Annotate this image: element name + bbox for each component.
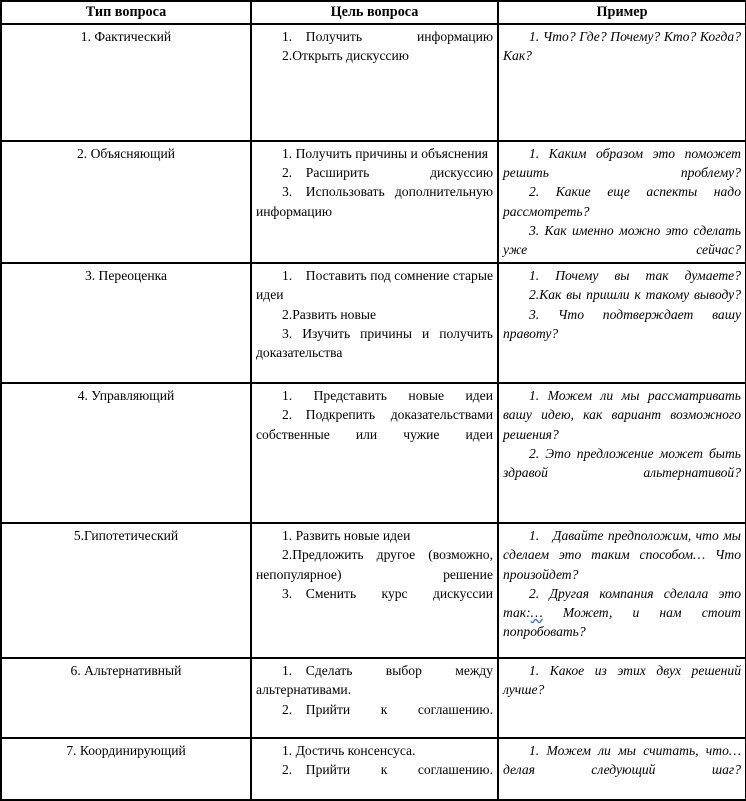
goal-line: 1. Развить новые идеи: [282, 528, 411, 544]
example-line: 1. Почему вы так думаете?: [529, 268, 741, 284]
example-line: 3. Что подтверждает вашу правоту?: [503, 306, 741, 341]
goal-line: 2. Прийти к соглашению.: [282, 701, 493, 717]
spellcheck-underlined-text: …: [530, 605, 543, 621]
example-text-post: Может, и нам стоит попробовать?: [503, 605, 741, 640]
example-line: 2.Как вы пришли к такому выводу?: [529, 287, 741, 303]
cell-question-type: 4. Управляющий: [1, 383, 251, 523]
goal-line: 3. Использовать дополнительную информацию: [256, 184, 493, 219]
example-line: 1. Что? Где? Почему? Кто? Когда? Как?: [503, 29, 741, 64]
goal-line: 3. Изучить причины и получить доказательства: [256, 325, 493, 361]
cell-question-goal: [251, 738, 498, 800]
table-header-row: [1, 1, 746, 24]
cell-question-example: [498, 738, 746, 800]
goal-line: 2.Развить новые: [282, 306, 377, 322]
example-line: 2. Это предложение может быть здравой альтернативой?: [503, 445, 741, 481]
example-line: 3. Как именно можно это сделать уже сейчас?: [503, 222, 741, 258]
goal-line: 2.Предложить другое (возможно, непопулярное) решение: [256, 547, 493, 582]
goal-line: 1. Представить новые идеи: [282, 388, 493, 404]
goal-line: 1. Получить информацию: [282, 29, 493, 44]
cell-question-example: [498, 523, 746, 658]
table-row: [1, 24, 746, 141]
cell-question-goal: [251, 523, 498, 658]
goal-line: 2. Подкрепить доказательствами собственные или чужие идеи: [256, 407, 493, 442]
cell-question-example: [498, 383, 746, 523]
example-line-squiggle: [503, 584, 741, 642]
cell-question-example: [498, 24, 746, 141]
table-row: [1, 738, 746, 800]
table-row: [1, 263, 746, 383]
table-row: [1, 523, 746, 658]
cell-question-type: 3. Переоценка: [1, 263, 251, 383]
goal-line: 3. Сменить курс дискуссии: [282, 585, 493, 601]
cell-question-type: 2. Объясняющий: [1, 141, 251, 263]
example-line: 1. Каким образом это поможет решить проблему?: [503, 146, 741, 181]
example-line: 2. Какие еще аспекты надо рассмотреть?: [503, 184, 741, 219]
cell-question-goal: [251, 141, 498, 263]
table-row: [1, 658, 746, 738]
column-header-example: Пример: [498, 1, 746, 24]
goal-line: 2. Прийти к соглашению.: [282, 762, 493, 778]
table-header: [1, 1, 746, 24]
goal-line: 2. Расширить дискуссию: [282, 165, 493, 181]
table-row: [1, 141, 746, 263]
example-line: 1. Можем ли мы рассматривать вашу идею, как вариант возможного решения?: [503, 388, 741, 442]
cell-question-example: [498, 263, 746, 383]
table-body: [1, 24, 746, 800]
cell-question-example: [498, 141, 746, 263]
cell-question-goal: [251, 658, 498, 738]
goal-line: 1. Сделать выбор между альтернативами.: [256, 663, 493, 698]
example-line: 1. Можем ли мы считать, что… делая следующий шаг?: [503, 743, 741, 778]
goal-line: 1. Получить причины и объяснения: [282, 146, 488, 161]
table-row: [1, 383, 746, 523]
goal-line: 1. Достичь консенсуса.: [282, 743, 416, 759]
example-line: 1. Какое из этих двух решений лучше?: [503, 663, 741, 698]
column-header-type: Тип вопроса: [1, 1, 251, 24]
cell-question-goal: [251, 383, 498, 523]
cell-question-type: 6. Альтернативный: [1, 658, 251, 738]
cell-question-example: [498, 658, 746, 738]
cell-question-type: 1. Фактический: [1, 24, 251, 141]
cell-question-type: 7. Координирующий: [1, 738, 251, 800]
cell-question-goal: [251, 263, 498, 383]
cell-question-goal: [251, 24, 498, 141]
column-header-goal: Цель вопроса: [251, 1, 498, 24]
goal-line: 1. Поставить под сомнение старые идеи: [256, 268, 493, 303]
example-text-pre: 2. Другая компания сделала это так:: [503, 585, 741, 621]
example-line: 1. Давайте предположим, что мы сделаем это таким способом… Что произойдет?: [503, 528, 741, 582]
goal-line: 2.Открыть дискуссию: [282, 48, 409, 64]
cell-question-type: 5.Гипотетический: [1, 523, 251, 658]
